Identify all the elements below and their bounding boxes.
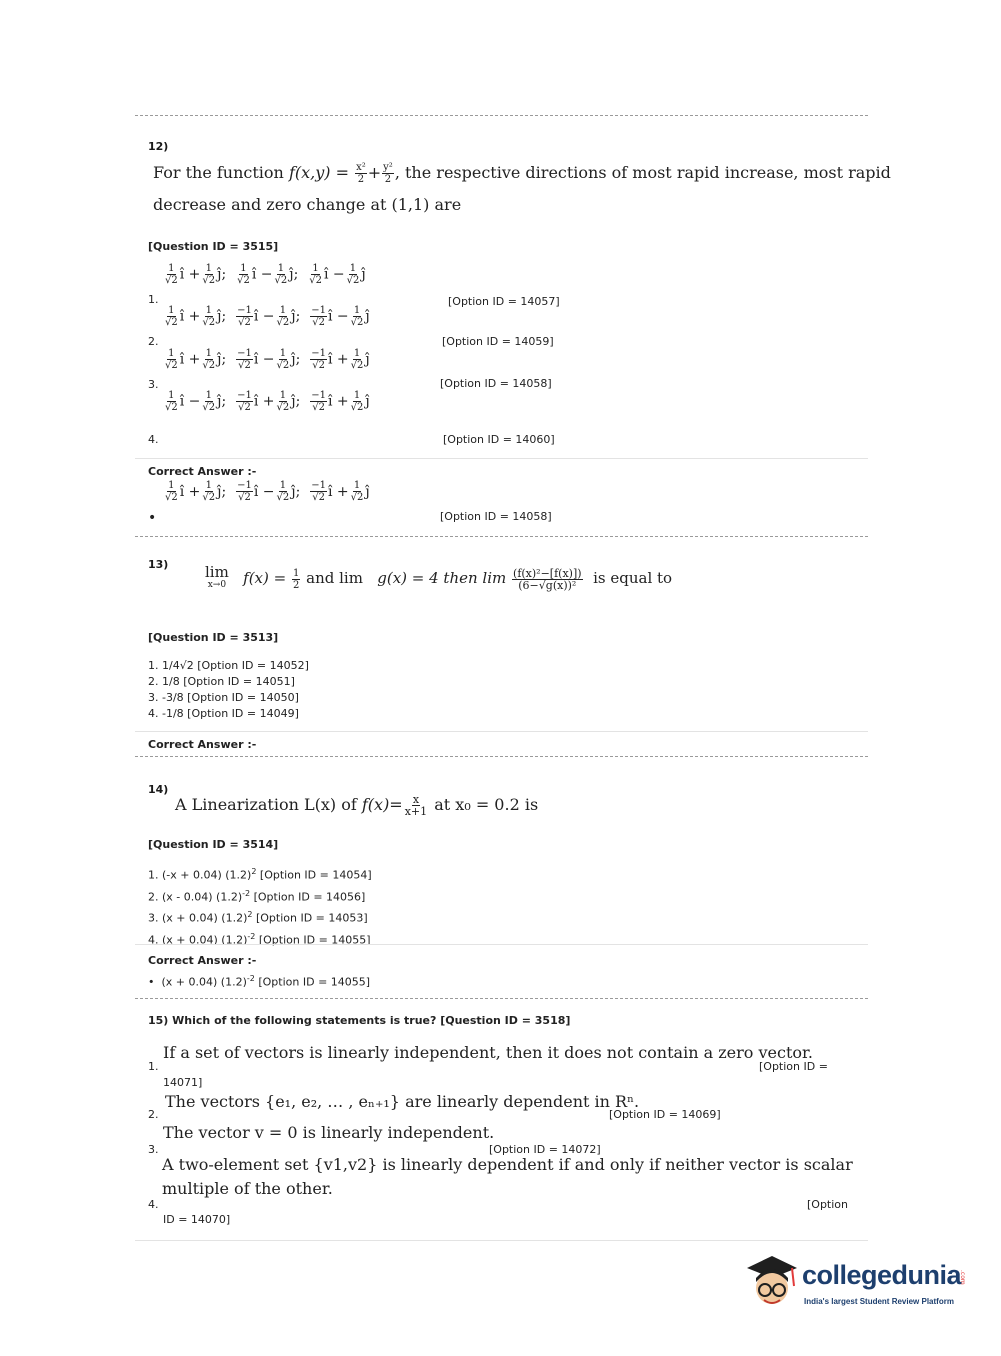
option-1: 1. (-x + 0.04) $(1.2)^2$ [Option ID = 14054]: [148, 867, 372, 882]
option-4-text: A two-element set {v1,v2} is linearly dependent if and only if neither vector is scalar: [162, 1155, 853, 1174]
option-3-number: 3.: [148, 1143, 159, 1156]
option-3-math: $\frac{1}{√2}$ î + $\frac{1}{√2}$ ĵ; $\frac{-1}{√2}$ î − $\frac{1}{√2}$ ĵ; $\frac{-1}{√2}$ î + $\frac{1}{√2}$ ĵ: [165, 348, 370, 371]
option-4-id: [Option: [807, 1198, 849, 1211]
question-15: [135, 998, 868, 1238]
option-1-id-cont: 14071]: [163, 1076, 203, 1089]
question-expression: lim x→0 f(x) = $\frac{1}{2}$ and lim g(x) = 4 then lim $\frac{\text{(f(x)²−[f(x)])}}{\text{(6−√g(x))²}}$ is equal to: [205, 563, 673, 592]
option: 3. -3/8 [Option ID = 14050]: [148, 691, 299, 704]
correct-answer: • (x + 0.04) $(1.2)^{-2}$ [Option ID = 14055]: [148, 974, 371, 989]
option-2-number: 2.: [148, 335, 159, 348]
question-text: For the function f(x,y) = $\frac{\text{x²}}{2}$ + $\frac{\text{y²}}{2}$ , the respective directions of most rapid increase, most rapid: [153, 162, 891, 185]
option-2-id: [Option ID = 14069]: [609, 1108, 721, 1121]
collegedunia-logo: [742, 1250, 972, 1320]
question-number: 14): [148, 783, 169, 796]
option-3-text: The vector v = 0 is linearly independent.: [163, 1123, 495, 1142]
option-4-number: 4.: [148, 1198, 159, 1211]
question-id: [Question ID = 3513]: [148, 631, 279, 644]
option-2-math: $\frac{1}{√2}$ î + $\frac{1}{√2}$ ĵ; $\frac{-1}{√2}$ î − $\frac{1}{√2}$ ĵ; $\frac{-1}{√2}$ î − $\frac{1}{√2}$ ĵ: [165, 305, 370, 328]
question-12: [135, 115, 891, 535]
logo-wordmark: collegedunia: [802, 1260, 962, 1290]
question-number: 12): [148, 140, 169, 153]
correct-answer-label: Correct Answer :-: [148, 738, 257, 751]
option-2-number: 2.: [148, 1108, 159, 1121]
bullet: •: [148, 510, 157, 526]
correct-answer-label: Correct Answer :-: [148, 465, 257, 478]
option: 4. -1/8 [Option ID = 14049]: [148, 707, 299, 720]
option-4-text-cont: multiple of the other.: [162, 1179, 333, 1198]
question-number: 13): [148, 558, 169, 571]
option-4-id: [Option ID = 14060]: [443, 433, 555, 446]
question-text: A Linearization L(x) of f(x)= $\frac{x}{x+1}$ at x₀ = 0.2 is: [175, 793, 539, 818]
option-2: 2. (x - 0.04) $(1.2)^{-2}$ [Option ID = 14056]: [148, 888, 366, 904]
bottom-separator: [135, 1240, 868, 1241]
question-id: [Question ID = 3514]: [148, 838, 279, 851]
option: 1. 1/4√2 [Option ID = 14052]: [148, 659, 309, 672]
logo-com: .com: [959, 1270, 966, 1285]
option-1-id: [Option ID = 14057]: [448, 295, 560, 308]
separator: [135, 944, 868, 945]
options-list: [148, 658, 309, 722]
separator: [135, 458, 868, 459]
option-1-text: If a set of vectors is linearly independent, then it does not contain a zero vector.: [163, 1043, 813, 1062]
options-list: [148, 863, 372, 950]
option: 2. 1/8 [Option ID = 14051]: [148, 675, 295, 688]
mascot-icon: [742, 1250, 802, 1320]
option-1-number: 1.: [148, 293, 159, 306]
option-3-number: 3.: [148, 378, 159, 391]
separator: [135, 731, 868, 732]
option-1-math: $\frac{1}{√2}$ î + $\frac{1}{√2}$ ĵ; $\frac{1}{√2}$ î − $\frac{1}{√2}$ ĵ; $\frac{1}{√2}$ î − $\frac{1}{√2}$ ĵ: [165, 263, 366, 286]
option-4-math: $\frac{1}{√2}$ î − $\frac{1}{√2}$ ĵ; $\frac{-1}{√2}$ î + $\frac{1}{√2}$ ĵ; $\frac{-1}{√2}$ î + $\frac{1}{√2}$ ĵ: [165, 390, 370, 413]
logo-tagline: India's largest Student Review Platform: [804, 1297, 954, 1306]
question-text-line2: decrease and zero change at (1,1) are: [153, 195, 462, 214]
option-4-number: 4.: [148, 433, 159, 446]
question-id: [Question ID = 3515]: [148, 240, 279, 253]
option-2-text: The vectors {e₁, e₂, … , eₙ₊₁} are linearly dependent in Rⁿ.: [165, 1092, 640, 1111]
question-title: 15) Which of the following statements is true? [Question ID = 3518]: [148, 1014, 571, 1027]
option-3-id: [Option ID = 14072]: [489, 1143, 601, 1156]
option-3-id: [Option ID = 14058]: [440, 377, 552, 390]
question-14: [135, 756, 868, 998]
option-4-id-cont: ID = 14070]: [163, 1213, 231, 1226]
question-13: [135, 536, 868, 756]
correct-option-id: [Option ID = 14058]: [440, 510, 552, 523]
option-3: 3. (x + 0.04) $(1.2)^2$ [Option ID = 14053]: [148, 910, 368, 925]
correct-answer-math: $\frac{1}{√2}$ î + $\frac{1}{√2}$ ĵ; $\frac{-1}{√2}$ î − $\frac{1}{√2}$ ĵ; $\frac{-1}{√2}$ î + $\frac{1}{√2}$ ĵ: [165, 480, 370, 503]
option-1-id: [Option ID =: [759, 1060, 828, 1073]
option-4: 4. (x + 0.04) $(1.2)^{-2}$ [Option ID = 14055]: [148, 931, 371, 947]
correct-answer-label: Correct Answer :-: [148, 954, 257, 967]
option-2-id: [Option ID = 14059]: [442, 335, 554, 348]
option-1-number: 1.: [148, 1060, 159, 1073]
